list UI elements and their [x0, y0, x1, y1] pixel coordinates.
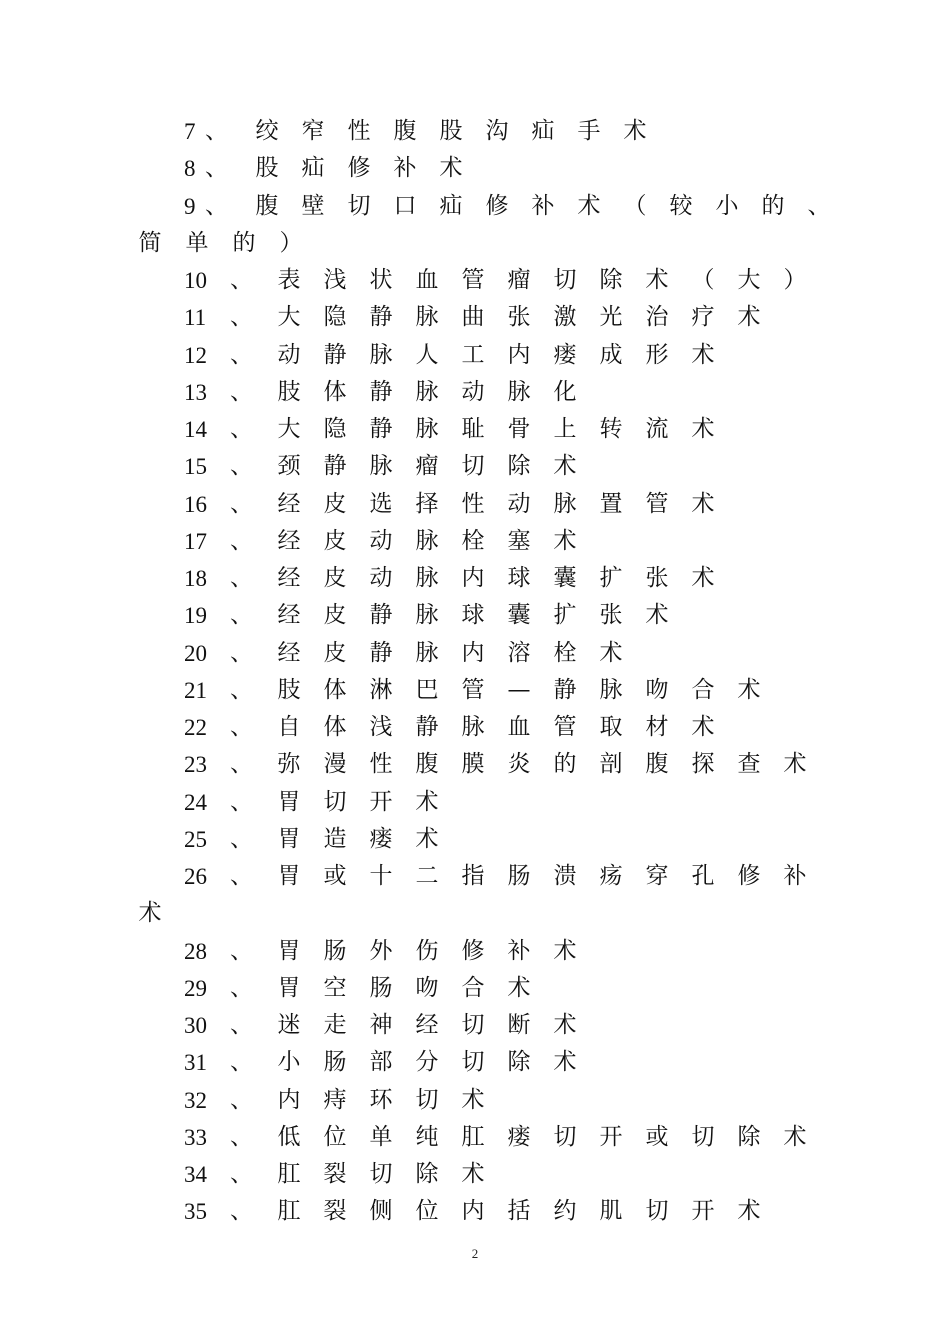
list-item: [0, 299, 950, 336]
item-number: 15: [184, 454, 207, 480]
item-number: 18: [184, 566, 207, 591]
item-separator: 、: [205, 118, 228, 144]
item-separator: 、: [230, 751, 253, 778]
list-item: [0, 821, 950, 858]
item-separator: 、: [230, 341, 253, 368]
item-separator: 、: [230, 639, 253, 666]
item-text: 表 浅 状 血 管 瘤 切 除 术 （ 大 ）: [277, 267, 807, 293]
item-number: 23: [184, 752, 207, 778]
item-text: 颈 静 脉 瘤 切 除 术: [277, 453, 577, 480]
item-separator: 、: [230, 490, 253, 517]
item-text: 胃 空 肠 吻 合 术: [277, 974, 531, 1001]
item-number: 35: [184, 1199, 207, 1225]
item-separator: 、: [230, 1049, 253, 1076]
list-item: [0, 337, 950, 374]
list-item: [0, 784, 950, 821]
item-text: 内 痔 环 切 术: [277, 1086, 485, 1113]
item-separator: 、: [230, 1161, 253, 1187]
item-text: 弥 漫 性 腹 膜 炎 的 剖 腹 探 查 术: [277, 751, 807, 778]
item-text: 腹 壁 切 口 疝 修 补 术 （ 较 小 的 、: [255, 192, 831, 219]
item-number: 19: [184, 603, 207, 629]
item-separator: 、: [230, 788, 253, 815]
item-separator: 、: [230, 863, 253, 889]
item-number: 16: [184, 491, 207, 517]
item-text: 经 皮 静 脉 球 囊 扩 张 术: [277, 602, 669, 629]
item-number: 17: [184, 528, 207, 554]
item-text: 迷 走 神 经 切 断 术: [277, 1012, 577, 1038]
item-text: 胃 或 十 二 指 肠 溃 疡 穿 孔 修 补: [277, 863, 807, 889]
list-item: [0, 1156, 950, 1193]
item-separator: 、: [230, 416, 253, 442]
list-item: [0, 411, 950, 448]
list-item: [0, 970, 950, 1007]
item-number: 33: [184, 1124, 207, 1150]
item-separator: 、: [230, 1086, 253, 1113]
list-item-continuation: [0, 895, 950, 932]
list-item: [0, 1119, 950, 1156]
item-number: 22: [184, 715, 207, 740]
item-number: 28: [184, 938, 207, 964]
item-separator: 、: [230, 937, 253, 964]
item-text: 胃 切 开 术: [277, 788, 439, 815]
item-text: 股 疝 修 补 术: [255, 155, 463, 182]
list-item: [0, 746, 950, 783]
list-item: [0, 374, 950, 411]
list-item: [0, 150, 950, 187]
item-text: 肛 裂 切 除 术: [277, 1161, 485, 1187]
item-text: 小 肠 部 分 切 除 术: [277, 1049, 577, 1076]
item-separator: 、: [230, 974, 253, 1001]
item-number: 30: [184, 1013, 207, 1038]
item-number: 11: [184, 305, 207, 331]
item-text: 胃 造 瘘 术: [277, 825, 439, 852]
item-number: 20: [184, 640, 207, 666]
item-text: 经 皮 动 脉 栓 塞 术: [277, 527, 577, 554]
item-separator: 、: [230, 565, 253, 591]
item-separator: 、: [230, 267, 253, 293]
item-separator: 、: [205, 155, 228, 182]
list-item: [0, 1193, 950, 1230]
item-separator: 、: [230, 825, 253, 852]
item-number: 32: [184, 1087, 207, 1113]
list-item: [0, 262, 950, 299]
item-number: 14: [184, 417, 207, 442]
item-separator: 、: [230, 527, 253, 554]
list-item: [0, 1082, 950, 1119]
item-separator: 、: [230, 453, 253, 480]
item-text: 胃 肠 外 伤 修 补 术: [277, 937, 577, 964]
item-text: 动 静 脉 人 工 内 瘘 成 形 术: [277, 341, 715, 368]
list-item: [0, 597, 950, 634]
item-number: 24: [184, 789, 207, 815]
list-item: [0, 560, 950, 597]
item-text: 大 隐 静 脉 耻 骨 上 转 流 术: [277, 416, 715, 442]
item-text: 经 皮 静 脉 内 溶 栓 术: [277, 639, 623, 666]
item-number: 13: [184, 379, 207, 405]
item-number: 10: [184, 268, 207, 293]
item-separator: 、: [230, 378, 253, 405]
list-item: [0, 1044, 950, 1081]
item-number: 26: [184, 864, 207, 889]
item-separator: 、: [230, 676, 253, 703]
item-separator: 、: [230, 714, 253, 740]
item-text: 自 体 浅 静 脉 血 管 取 材 术: [277, 714, 715, 740]
item-separator: 、: [230, 602, 253, 629]
continuation-text: 简 单 的 ）: [138, 229, 303, 256]
item-number: 29: [184, 975, 207, 1001]
item-text: 经 皮 动 脉 内 球 囊 扩 张 术: [277, 565, 715, 591]
item-separator: 、: [230, 1123, 253, 1150]
item-text: 低 位 单 纯 肛 瘘 切 开 或 切 除 术: [277, 1123, 807, 1150]
item-text: 肛 裂 侧 位 内 括 约 肌 切 开 术: [277, 1198, 761, 1225]
item-separator: 、: [205, 192, 228, 219]
list-item-continuation: [0, 225, 950, 262]
list-item: [0, 933, 950, 970]
item-number: 9: [184, 193, 196, 219]
item-number: 7: [184, 119, 196, 144]
item-number: 31: [184, 1050, 207, 1076]
item-text: 绞 窄 性 腹 股 沟 疝 手 术: [255, 118, 647, 144]
list-item: [0, 1007, 950, 1044]
list-item: [0, 113, 950, 150]
list-item: [0, 486, 950, 523]
item-text: 肢 体 静 脉 动 脉 化: [277, 378, 577, 405]
list-item: [0, 858, 950, 895]
item-text: 经 皮 选 择 性 动 脉 置 管 术: [277, 490, 715, 517]
item-number: 12: [184, 342, 207, 368]
item-number: 21: [184, 677, 207, 703]
item-separator: 、: [230, 1012, 253, 1038]
item-number: 34: [184, 1162, 207, 1187]
item-separator: 、: [230, 304, 253, 331]
item-text: 大 隐 静 脉 曲 张 激 光 治 疗 术: [277, 304, 761, 331]
list-item: [0, 188, 950, 225]
list-item: [0, 672, 950, 709]
item-separator: 、: [230, 1198, 253, 1225]
page-number: 2: [471, 1246, 479, 1261]
list-item: [0, 635, 950, 672]
list-item: [0, 523, 950, 560]
item-number: 8: [184, 156, 196, 182]
list-item: [0, 709, 950, 746]
list-item: [0, 448, 950, 485]
continuation-text: 术: [138, 900, 162, 927]
item-text: 肢 体 淋 巴 管 — 静 脉 吻 合 术: [277, 676, 761, 703]
item-number: 25: [184, 826, 207, 852]
